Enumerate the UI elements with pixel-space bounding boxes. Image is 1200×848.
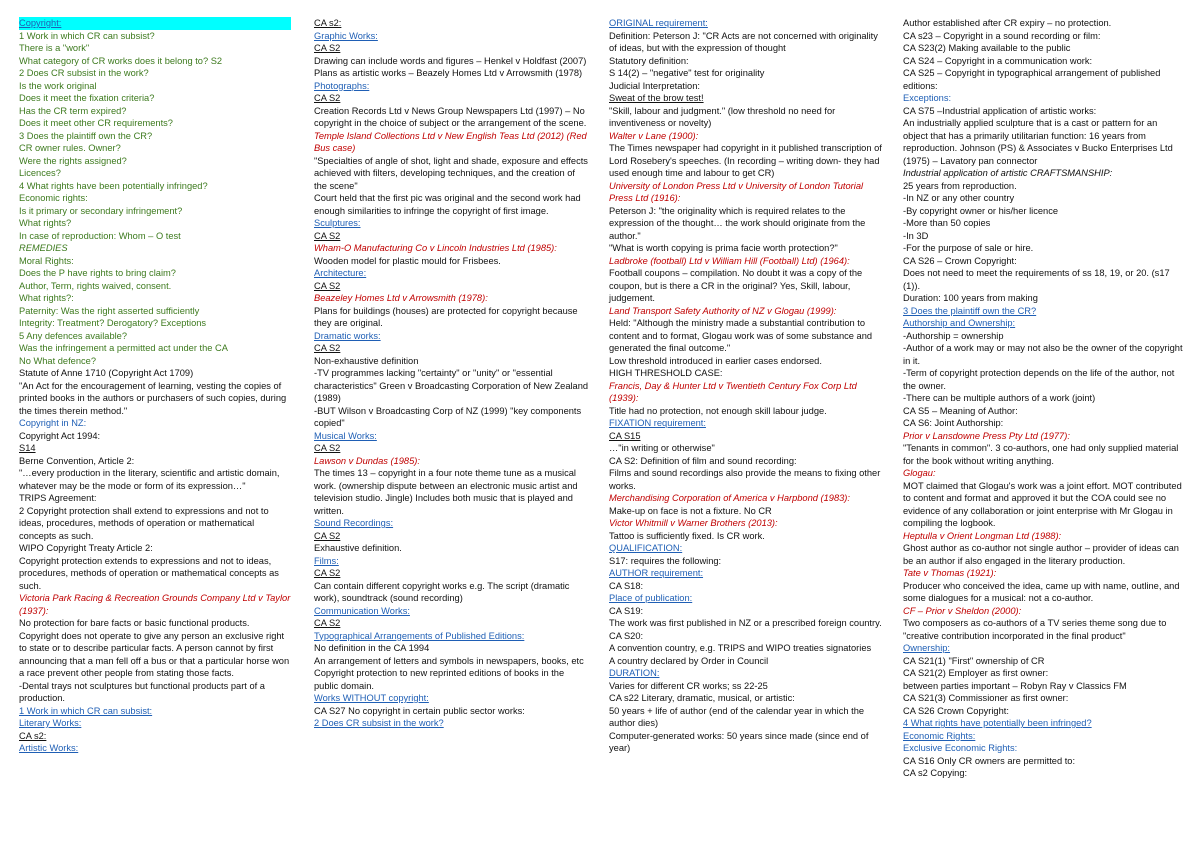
text-line: -BUT Wilson v Broadcasting Corp of NZ (1999) "key components copied" xyxy=(314,405,582,428)
text-line: CA s2: xyxy=(19,730,47,741)
text-line: The Times newspaper had copyright in it published transcription of Lord Rosebery's speeches. (In recording – writing down- they had used enough time and labour to get CR) xyxy=(609,143,882,178)
text-line: Copyright protection to new reprinted editions of books in the public domain. xyxy=(314,668,565,691)
text-line: 1 Work in which CR can subsist: xyxy=(19,705,153,716)
text-line: "Skill, labour and judgment." (low threshold no need for inventiveness or novelty) xyxy=(609,105,836,128)
text-line: CA S6: Joint Authorship: xyxy=(903,418,1004,428)
text-line: -TV programmes lacking "certainty" or "unity" or "essential characteristics" Green v Broadcasting Corporation of New Zealand (1989) xyxy=(314,368,589,403)
text-line: -There can be multiple authors of a work (joint) xyxy=(903,393,1096,403)
text-line: CA S16 Only CR owners are permitted to: xyxy=(903,755,1076,766)
text-line: CA S2 xyxy=(314,343,341,353)
text-line: CA S2 xyxy=(314,93,341,103)
text-line: Land Transport Safety Authority of NZ v Glogau (1999): xyxy=(609,305,837,316)
column-1 xyxy=(19,17,291,755)
text-line: Communication Works: xyxy=(314,605,410,616)
text-line: No definition in the CA 1994 xyxy=(314,643,430,653)
text-line: CA S26 – Crown Copyright: xyxy=(903,255,1017,266)
text-line: Authorship and Ownership: xyxy=(903,318,1016,328)
text-line: -More than 50 copies xyxy=(903,218,991,228)
text-line: Is it primary or secondary infringement? xyxy=(19,205,183,216)
text-line: CA S21(3) Commissioner as first owner: xyxy=(903,693,1069,703)
text-line: QUALIFICATION: xyxy=(609,543,683,553)
text-line: Beazeley Homes Ltd v Arrowsmith (1978): xyxy=(314,293,488,303)
text-line: Heptulla v Orient Longman Ltd (1988): xyxy=(903,530,1062,541)
text-line: 4 What rights have potentially been infringed? xyxy=(903,718,1092,728)
text-line: Duration: 100 years from making xyxy=(903,293,1038,303)
text-line: CA S5 – Meaning of Author: xyxy=(903,405,1018,416)
text-line: CA S25 – Copyright in typographical arrangement of published editions: xyxy=(903,68,1161,91)
text-line: -Term of copyright protection depends on the life of the author, not the owner. xyxy=(903,368,1175,391)
text-line: Does it meet the fixation criteria? xyxy=(19,93,155,103)
text-line: CA S18: xyxy=(609,580,644,591)
text-line: University of London Press Ltd v University of London Tutorial Press Ltd (1916): xyxy=(609,180,864,203)
text-line: Judicial Interpretation: xyxy=(609,80,700,91)
text-line: AUTHOR requirement: xyxy=(609,568,704,578)
text-line: Copyright protection extends to expressions and not to ideas, procedures, methods of operation or mathematical concepts as such. xyxy=(19,555,279,591)
text-line: Producer who conceived the idea, came up with name, outline, and some dialogues for a musical: not a co-author. xyxy=(903,580,1180,603)
text-line: In case of reproduction: Whom – O test xyxy=(19,230,181,241)
column-4 xyxy=(903,17,1183,780)
text-line: Wham-O Manufacturing Co v Lincoln Industries Ltd (1985): xyxy=(314,243,557,253)
text-line: There is a "work" xyxy=(19,43,90,53)
text-line: Tattoo is sufficiently fixed. Is CR work. xyxy=(609,530,765,541)
text-line: Sweat of the brow test! xyxy=(609,93,704,103)
text-line: Low threshold introduced in earlier cases endorsed. xyxy=(609,355,822,366)
text-line: Title had no protection, not enough skill labour judge. xyxy=(609,405,827,416)
text-line: Author, Term, rights waived, consent. xyxy=(19,280,172,291)
text-line: S17: requires the following: xyxy=(609,555,722,566)
text-line: Graphic Works: xyxy=(314,30,378,41)
text-line: Temple Island Collections Ltd v New English Teas Ltd (2012) (Red Bus case) xyxy=(314,130,587,153)
text-line: Berne Convention, Article 2: xyxy=(19,455,135,466)
text-line: Paternity: Was the right asserted sufficiently xyxy=(19,305,200,316)
column-3 xyxy=(609,17,885,755)
text-line: Sound Recordings: xyxy=(314,518,394,528)
text-line: Does not need to meet the requirements of ss 18, 19, or 20. (s17 (1)). xyxy=(903,268,1170,291)
text-line: "An Act for the encouragement of learning, vesting the copies of printed books in the authors or purchasers of such copies, during the times therein method." xyxy=(19,380,287,416)
text-line: A country declared by Order in Council xyxy=(609,655,769,666)
text-line: What rights?: xyxy=(19,293,74,303)
text-line: -Dental trays not sculptures but functional products part of a production. xyxy=(19,680,265,703)
text-line: CA S15 xyxy=(609,430,641,441)
text-line: CR owner rules. Owner? xyxy=(19,143,121,153)
text-line: Does the P have rights to bring claim? xyxy=(19,268,176,278)
text-line: "Specialties of angle of shot, light and shade, exposure and effects achieved with filters, developing techniques, and the creation of the scene" xyxy=(314,155,588,191)
text-line: Does it meet other CR requirements? xyxy=(19,118,173,128)
text-line: 2 Does CR subsist in the work? xyxy=(314,718,444,728)
text-line: Economic rights: xyxy=(19,193,88,203)
text-line: HIGH THRESHOLD CASE: xyxy=(609,368,723,378)
text-line: Ladbroke (football) Ltd v William Hill (Football) Ltd) (1964): xyxy=(609,255,850,266)
text-line: Plans as artistic works – Beazely Homes Ltd v Arrowsmith (1978) xyxy=(314,68,583,78)
text-line: Victor Whitmill v Warner Brothers (2013): xyxy=(609,518,778,528)
text-line: Typographical Arrangements of Published Editions: xyxy=(314,630,525,641)
column-2 xyxy=(314,17,590,730)
text-line: CA S24 – Copyright in a communication work: xyxy=(903,55,1093,66)
text-line: No What defence? xyxy=(19,355,97,366)
text-line: "What is worth copying is prima facie worth protection?" xyxy=(609,243,838,253)
text-line: "…every production in the literary, scientific and artistic domain, whatever may be the mode or form of its expression…" xyxy=(19,468,280,491)
text-line: Architecture: xyxy=(314,268,367,278)
text-line: Moral Rights: xyxy=(19,255,74,266)
text-line: MOT claimed that Glogau's work was a joint effort. MOT contributed to content and format and approved it but the COA could see no evidence of any collaboration or joint enterprise with Mr Glogau in compiling the logbook. xyxy=(903,480,1182,528)
text-line: S 14(2) – "negative" test for originality xyxy=(609,68,765,78)
text-line: CA S23(2) Making available to the public xyxy=(903,43,1071,53)
text-line: Author established after CR expiry – no protection. xyxy=(903,18,1112,28)
text-line: CA S2 xyxy=(314,568,341,578)
text-line: What category of CR works does it belong to? S2 xyxy=(19,55,223,66)
text-line: Tate v Thomas (1921): xyxy=(903,568,997,578)
text-line: ORIGINAL requirement: xyxy=(609,18,708,28)
text-line: Films and sound recordings also provide the means to fixing other works. xyxy=(609,468,881,491)
text-line: Computer-generated works: 50 years since made (since end of year) xyxy=(609,730,869,753)
text-line: CA S21(2) Employer as first owner: xyxy=(903,668,1049,678)
text-line: Ownership: xyxy=(903,643,951,653)
text-line: CA s22 Literary, dramatic, musical, or artistic: xyxy=(609,693,795,703)
text-line: Lawson v Dundas (1985): xyxy=(314,455,420,466)
text-line: Statute of Anne 1710 (Copyright Act 1709) xyxy=(19,368,194,378)
text-line: A convention country, e.g. TRIPS and WIPO treaties signatories xyxy=(609,643,872,653)
text-line: 1 Work in which CR can subsist? xyxy=(19,30,155,41)
text-line: 50 years + life of author (end of the calendar year in which the author dies) xyxy=(609,705,865,728)
text-line: Plans for buildings (houses) are protected for copyright because they are original. xyxy=(314,305,578,328)
text-line: CA S2: Definition of film and sound recording: xyxy=(609,455,797,466)
text-line: CA S2 xyxy=(314,43,341,53)
text-line: Court held that the first pic was original and the second work had enough similarities to infringe the copyright of first image. xyxy=(314,193,581,216)
text-line: 25 years from reproduction. xyxy=(903,180,1017,191)
text-line: -Author of a work may or may not also be the owner of the copyright in it. xyxy=(903,343,1183,366)
text-line: -By copyright owner or his/her licence xyxy=(903,205,1059,216)
text-line: Integrity: Treatment? Derogatory? Exceptions xyxy=(19,318,207,328)
text-line: -Authorship = ownership xyxy=(903,330,1004,341)
text-line: Two composers as co-authors of a TV series theme song due to "creative contribution incorporated in the final product" xyxy=(903,618,1167,641)
text-line: Dramatic works: xyxy=(314,330,381,341)
text-line: TRIPS Agreement: xyxy=(19,493,97,503)
text-line: Statutory definition: xyxy=(609,55,689,66)
text-line: 4 What rights have been potentially infringed? xyxy=(19,180,208,191)
text-line: Licences? xyxy=(19,168,61,178)
text-line: Varies for different CR works; ss 22-25 xyxy=(609,680,768,691)
text-line: CA S27 No copyright in certain public sector works: xyxy=(314,705,525,716)
text-line: Was the infringement a permitted act under the CA xyxy=(19,343,228,353)
text-line: CA S2 xyxy=(314,443,341,453)
text-line: Exhaustive definition. xyxy=(314,543,402,553)
text-line: DURATION: xyxy=(609,668,660,678)
text-line: CA s23 – Copyright in a sound recording or film: xyxy=(903,30,1101,41)
text-line: Drawing can include words and figures – Henkel v Holdfast (2007) xyxy=(314,55,587,66)
text-line: CA S2 xyxy=(314,530,341,541)
text-line: The times 13 – copyright in a four note theme tune as a musical work. (ownership dispute between an electronic music artist and television studio. Jingle) Includes both music that is played and written. xyxy=(314,468,578,516)
text-line: Industrial application of artistic CRAFTSMANSHIP: xyxy=(903,168,1113,178)
text-line: Economic Rights: xyxy=(903,730,976,741)
text-line: Copyright: xyxy=(19,17,291,30)
text-line: Works WITHOUT copyright: xyxy=(314,693,429,703)
text-line: CA S2 xyxy=(314,280,341,291)
text-line: -In 3D xyxy=(903,230,929,241)
text-line: 2 Does CR subsist in the work? xyxy=(19,68,149,78)
text-line: The work was first published in NZ or a prescribed foreign country. xyxy=(609,618,882,628)
text-line: between parties important – Robyn Ray v Classics FM xyxy=(903,680,1127,691)
text-line: Ghost author as co-author not single author – provider of ideas can be an author if also engaged in the literary production. xyxy=(903,543,1179,566)
text-line: An arrangement of letters and symbols in newspapers, books, etc xyxy=(314,655,584,666)
text-line: Is the work original xyxy=(19,80,97,91)
text-line: CA S26 Crown Copyright: xyxy=(903,705,1009,716)
text-line: CA S19: xyxy=(609,605,644,616)
text-line: REMEDIES xyxy=(19,243,68,253)
text-line: Copyright in NZ: xyxy=(19,418,87,428)
text-line: CA s2: xyxy=(314,18,342,28)
text-line: Merchandising Corporation of America v Harpbond (1983): xyxy=(609,493,850,503)
text-line: Exceptions: xyxy=(903,93,952,103)
text-line: 3 Does the plaintiff own the CR? xyxy=(19,130,153,141)
text-line: Were the rights assigned? xyxy=(19,155,127,166)
text-line: Creation Records Ltd v News Group Newspapers Ltd (1997) – No copyright in the choice of subject or the arrangement of the scene. xyxy=(314,105,587,128)
text-line: Photographs: xyxy=(314,80,370,91)
text-line: Sculptures: xyxy=(314,218,361,228)
text-line: Walter v Lane (1900): xyxy=(609,130,699,141)
text-line: CA S21(1) "First" ownership of CR xyxy=(903,655,1045,666)
text-line: 3 Does the plaintiff own the CR? xyxy=(903,305,1037,316)
text-line: Has the CR term expired? xyxy=(19,105,127,116)
text-line: Musical Works: xyxy=(314,430,377,441)
text-line: "Tenants in common". 3 co-authors, one had only supplied material for the book without writing anything. xyxy=(903,443,1179,466)
text-line: Make-up on face is not a fixture. No CR xyxy=(609,505,772,516)
text-line: What rights? xyxy=(19,218,72,228)
text-line: CF – Prior v Sheldon (2000): xyxy=(903,605,1022,616)
text-line: Copyright does not operate to give any person an exclusive right to state or to describe particular facts. A person cannot by first announcing that a man fell off a bus or that a particular horse won a race prevent other people from stating those facts. xyxy=(19,630,290,678)
text-line: Place of publication: xyxy=(609,593,693,603)
text-line: CA S20: xyxy=(609,630,644,641)
text-line: Copyright Act 1994: xyxy=(19,430,101,441)
text-line: Football coupons – compilation. No doubt it was a copy of the coupon, but is there a CR in the original? Yes, Skill, labour, judgement. xyxy=(609,268,863,303)
text-line: 5 Any defences available? xyxy=(19,330,128,341)
text-line: Glogau: xyxy=(903,468,936,478)
text-line: Francis, Day & Hunter Ltd v Twentieth Century Fox Corp Ltd (1939): xyxy=(609,380,857,403)
text-line: Can contain different copyright works e.g. The script (dramatic work), soundtrack (sound recording) xyxy=(314,580,570,603)
text-line: CA S2 xyxy=(314,230,341,241)
text-line: No protection for bare facts or basic functional products. xyxy=(19,618,250,628)
text-line: CA s2 Copying: xyxy=(903,768,968,778)
text-line: An industrially applied sculpture that is a cast or pattern for an object that has a primarily utilitarian function: 16 years from reproduction. Johnson (PS) & Associates v Bucko Enterprises Ltd (1975) – Lavatory pan connector xyxy=(903,118,1173,166)
text-line: …"in writing or otherwise" xyxy=(609,443,715,453)
text-line: FIXATION requirement: xyxy=(609,418,706,428)
text-line: Victoria Park Racing & Recreation Grounds Company Ltd v Taylor (1937): xyxy=(19,593,291,616)
text-line: Peterson J: "the originality which is required relates to the expression of the thought… the work should originate from the author." xyxy=(609,205,866,241)
text-line: WIPO Copyright Treaty Article 2: xyxy=(19,543,153,553)
text-line: -For the purpose of sale or hire. xyxy=(903,243,1034,253)
text-line: Films: xyxy=(314,555,339,566)
text-line: Prior v Lansdowne Press Pty Ltd (1977): xyxy=(903,430,1070,441)
text-line: Literary Works: xyxy=(19,718,82,728)
text-line: Wooden model for plastic mould for Frisbees. xyxy=(314,255,501,266)
text-line: Non-exhaustive definition xyxy=(314,355,419,366)
text-line: CA S75 –Industrial application of artistic works: xyxy=(903,105,1097,116)
text-line: Definition: Peterson J: "CR Acts are not concerned with originality of ideas, but with the expression of thought xyxy=(609,30,878,53)
text-line: Artistic Works: xyxy=(19,743,79,753)
text-line: CA S2 xyxy=(314,618,341,628)
text-line: S14 xyxy=(19,443,36,453)
text-line: 2 Copyright protection shall extend to expressions and not to ideas, procedures, methods of operation or mathematical concepts as such. xyxy=(19,505,269,541)
text-line: -In NZ or any other country xyxy=(903,193,1015,203)
text-line: Exclusive Economic Rights: xyxy=(903,743,1018,753)
text-line: Held: "Although the ministry made a substantial contribution to content and to format, Glogau work was of some substance and generated the final outcome." xyxy=(609,318,873,353)
